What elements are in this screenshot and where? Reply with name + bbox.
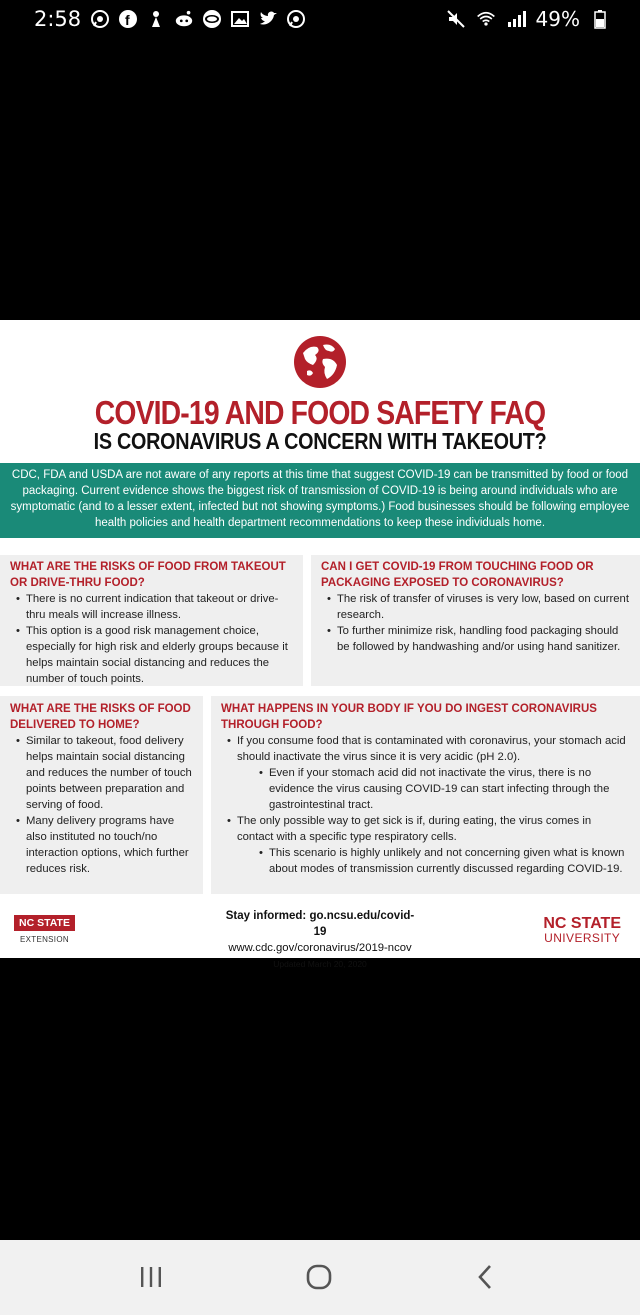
recents-button[interactable] [131, 1262, 171, 1292]
navigation-bar [0, 1240, 640, 1315]
stocktwits-icon [146, 9, 166, 29]
list-item: • This scenario is highly unlikely and not concerning given what is known about modes of transmission currently discussed regarding COVID-19. [221, 845, 630, 877]
system-icons [446, 7, 610, 31]
gallery-icon [230, 9, 250, 29]
intro-banner: CDC, FDA and USDA are not aware of any reports at this time that suggest COVID-19 can be transmitted by food or food packaging. Current evidence shows the biggest risk of transmission of COVID-19 is being around individuals who are symptomatic (and to a lesser extent, infected but not showing symptoms.) Food businesses should be following employee health policies and health department recommendations to keep these individuals home. [0, 463, 640, 538]
list-item: • If you consume food that is contaminated with coronavirus, your stomach acid should inactivate the virus since it is very acidic (pH 2.0). [221, 733, 630, 765]
stay-informed-block [220, 908, 420, 971]
university-logo-line1: NC STATE [543, 915, 621, 932]
home-icon [305, 1264, 333, 1290]
faq-box-ingest [211, 696, 640, 894]
signal-icon [506, 9, 526, 29]
page-subtitle: IS CORONAVIRUS A CONCERN WITH TAKEOUT? [93, 428, 547, 454]
list-item: • This option is a good risk management choice, especially for high risk and elderly groups because it helps maintain social distancing and reduces the number of touch points. [10, 623, 293, 687]
faq-heading: WHAT ARE THE RISKS OF FOOD DELIVERED TO HOME? [10, 703, 191, 731]
faq-box-takeout [0, 555, 303, 686]
whatsapp-icon [286, 9, 306, 29]
faq-heading: WHAT HAPPENS IN YOUR BODY IF YOU DO INGEST CORONAVIRUS THROUGH FOOD? [221, 703, 597, 731]
list-item: • To further minimize risk, handling food packaging should be followed by handwashing and/or using hand sanitizer. [321, 623, 630, 655]
globe-icon [293, 335, 347, 389]
back-icon [474, 1264, 498, 1290]
notification-icons [90, 9, 306, 29]
faq-heading: WHAT ARE THE RISKS OF FOOD FROM TAKEOUT OR DRIVE-THRU FOOD? [10, 561, 286, 589]
university-logo-line2: UNIVERSITY [544, 931, 621, 945]
back-button[interactable] [466, 1262, 506, 1292]
list-item: • The risk of transfer of viruses is very low, based on current research. [321, 591, 630, 623]
infographic-footer [0, 900, 640, 969]
stay-informed-text: Stay informed: go.ncsu.edu/covid-19 [225, 910, 415, 938]
battery-percentage: 49% [535, 7, 580, 31]
extension-label: EXTENSION [20, 935, 69, 944]
list-item: • There is no current indication that takeout or drive-thru meals will increase illness. [10, 591, 293, 623]
home-button[interactable] [299, 1262, 339, 1292]
twitter-icon [258, 9, 278, 29]
svg-text:f: f [125, 12, 130, 28]
whatsapp-icon [90, 9, 110, 29]
faq-heading: CAN I GET COVID-19 FROM TOUCHING FOOD OR PACKAGING EXPOSED TO CORONAVIRUS? [321, 561, 594, 589]
list-item: • Similar to takeout, food delivery helps maintain social distancing and reduces the number of touch points between preparation and serving of food. [10, 733, 193, 813]
cdc-link-text: www.cdc.gov/coronavirus/2019-ncov [228, 942, 412, 954]
wifi-icon [476, 9, 496, 29]
nc-state-extension-logo: NC STATE [14, 915, 75, 931]
burger-king-icon [202, 9, 222, 29]
battery-icon [590, 9, 610, 29]
status-bar [0, 0, 640, 40]
faq-box-packaging [311, 555, 640, 686]
mute-icon [446, 9, 466, 29]
covid-faq-infographic [0, 320, 640, 969]
recents-icon [138, 1265, 164, 1289]
faq-box-delivery [0, 696, 203, 894]
status-time: 2:58 [34, 7, 82, 31]
list-item: • Many delivery programs have also instituted no touch/no interaction options, which further reduces risk. [10, 813, 193, 877]
facebook-icon [118, 9, 138, 29]
list-item: • The only possible way to get sick is if, during eating, the virus comes in contact with a specific type respiratory cells. [221, 813, 630, 845]
nc-state-university-logo [543, 915, 621, 945]
updated-date: Updated March 20, 2020 [273, 959, 367, 969]
page-title: COVID-19 AND FOOD SAFETY FAQ [94, 394, 546, 431]
list-item: • Even if your stomach acid did not inactivate the virus, there is no evidence the virus causing COVID-19 can start infecting through the gastrointestinal tract. [221, 765, 630, 813]
reddit-icon [174, 9, 194, 29]
